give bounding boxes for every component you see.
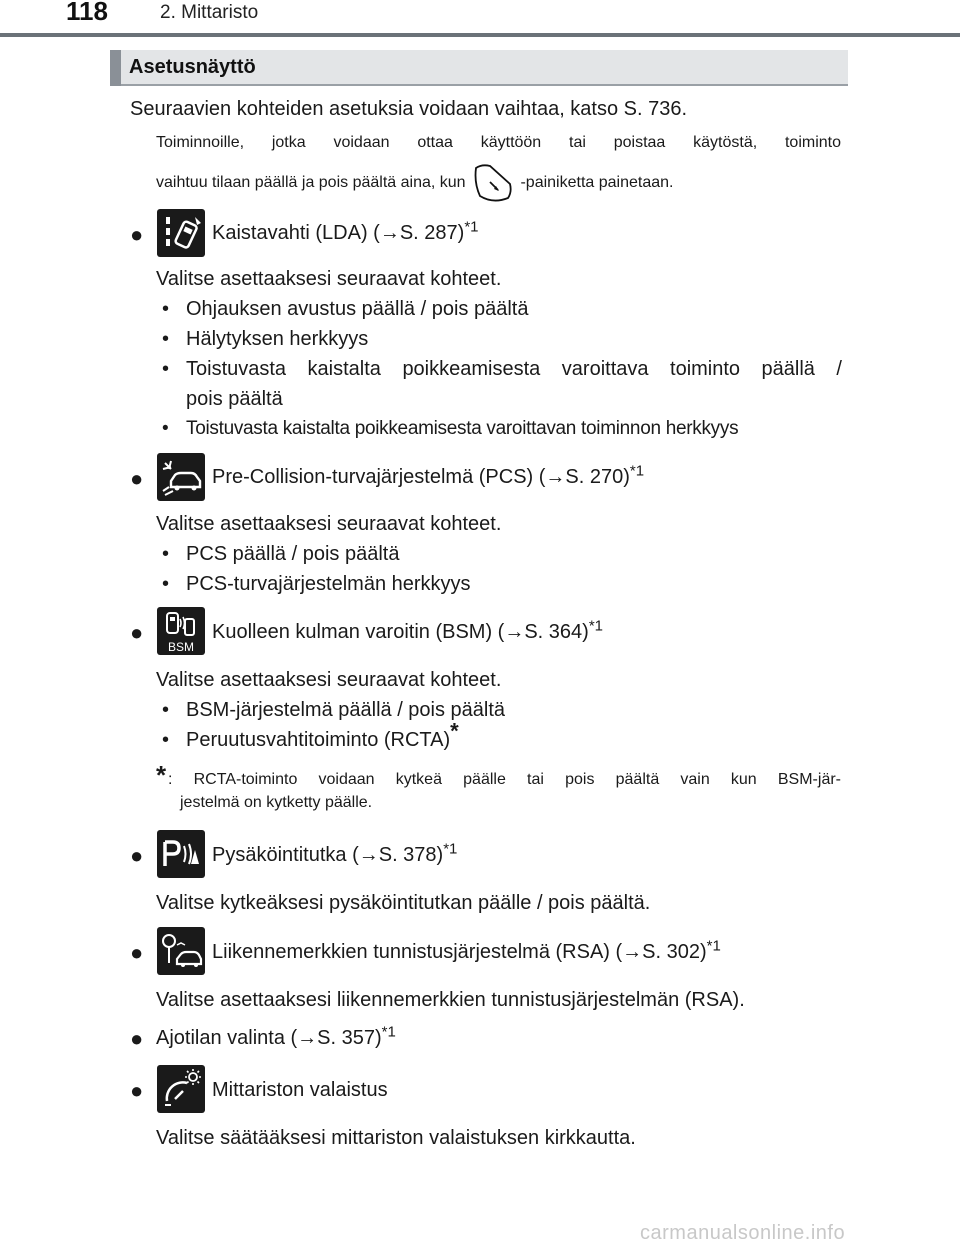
parking-sensor-description: Valitse kytkeäksesi pysäköintitutkan päälle / pois päältä. (156, 892, 651, 914)
intro-text: Seuraavien kohteiden asetuksia voidaan vaihtaa, katso S. 736. (130, 98, 688, 120)
pcs-description: Valitse asettaaksesi seuraavat kohteet. (156, 513, 502, 535)
lane-departure-icon (157, 209, 205, 257)
item-bullet: ● (130, 466, 144, 491)
item-bullet: ● (130, 620, 144, 645)
rsa-title: Liikennemerkkien tunnistusjärjestelmä (RSA) (→S. 302)$^{*1}$ (212, 937, 721, 963)
item-bullet: ● (130, 222, 144, 247)
lda-title: Kaistavahti (LDA) (→S. 287)$^{*1}$ (212, 218, 479, 244)
list-item: • PCS-turvajärjestelmän herkkyys (162, 573, 471, 595)
lda-description: Valitse asettaaksesi seuraavat kohteet. (156, 268, 502, 290)
list-item: • Hälytyksen herkkyys (162, 328, 369, 350)
rsa-description: Valitse asettaaksesi liikennemerkkien tunnistusjärjestelmän (RSA). (156, 989, 745, 1011)
item-bullet: ● (130, 940, 144, 965)
footnote-line2: jestelmä on kytketty päälle. (180, 794, 373, 811)
illumination-title: Mittariston valaistus (212, 1079, 388, 1101)
list-item: • Ohjauksen avustus päällä / pois päältä (162, 298, 529, 320)
drive-mode-title: Ajotilan valinta (→S. 357)$^{*1}$ (156, 1023, 396, 1049)
steering-switch-icon (472, 162, 514, 204)
intro-note-line2 (156, 162, 673, 204)
illumination-description: Valitse säätääksesi mittariston valaistuksen kirkkautta. (156, 1127, 636, 1149)
parking-sensor-icon (157, 830, 205, 878)
illumination-icon (157, 1065, 205, 1113)
road-sign-assist-icon (157, 927, 205, 975)
intro-note-line2-a: vaihtuu tilaan päällä ja pois päältä aina, kun (156, 174, 466, 192)
list-item: • BSM-järjestelmä päällä / pois päältä (162, 699, 506, 721)
chapter-title: 2. Mittaristo (160, 2, 259, 23)
parking-sensor-title: Pysäköintitutka (→S. 378)$^{*1}$ (212, 840, 458, 866)
list-item-continued: pois päältä (186, 388, 283, 410)
page-number: 118 (66, 0, 108, 26)
item-bullet: ● (130, 1026, 144, 1051)
watermark: carmanualsonline.info (640, 1222, 846, 1244)
item-bullet: ● (130, 1078, 144, 1103)
bsm-description: Valitse asettaaksesi seuraavat kohteet. (156, 669, 502, 691)
item-bullet: ● (130, 843, 144, 868)
list-item: • PCS päällä / pois päältä (162, 543, 400, 565)
section-header-bar (110, 50, 121, 86)
pcs-title: Pre-Collision-turvajärjestelmä (PCS) (→S. 270)$^{*1}$ (212, 462, 645, 488)
footnote-mark: * (156, 760, 167, 790)
list-item: • Toistuvasta kaistalta poikkeamisesta varoittavan toiminnon herkkyys (162, 418, 739, 439)
section-title: Asetusnäyttö (129, 56, 256, 78)
list-item: • Toistuvasta kaistalta poikkeamisesta varoittava toiminto päällä / (162, 358, 842, 380)
intro-note-line1: Toiminnoille, jotka voidaan ottaa käyttöön tai poistaa käytöstä, toiminto (156, 134, 841, 151)
list-item: • Peruutusvahtitoiminto (RCTA)* (162, 718, 459, 751)
blind-spot-monitor-icon (157, 607, 205, 655)
svg-text:BSM: BSM (167, 640, 195, 654)
pre-collision-icon (157, 453, 205, 501)
intro-note-line2-b: -painiketta painetaan. (520, 174, 674, 192)
footnote-line1: : RCTA-toiminto voidaan kytkeä päälle tai pois päältä vain kun BSM-jär- (168, 771, 841, 788)
bsm-title: Kuolleen kulman varoitin (BSM) (→S. 364)$^{*1}$ (212, 617, 604, 643)
section-header (110, 50, 848, 86)
header-divider (0, 33, 960, 37)
